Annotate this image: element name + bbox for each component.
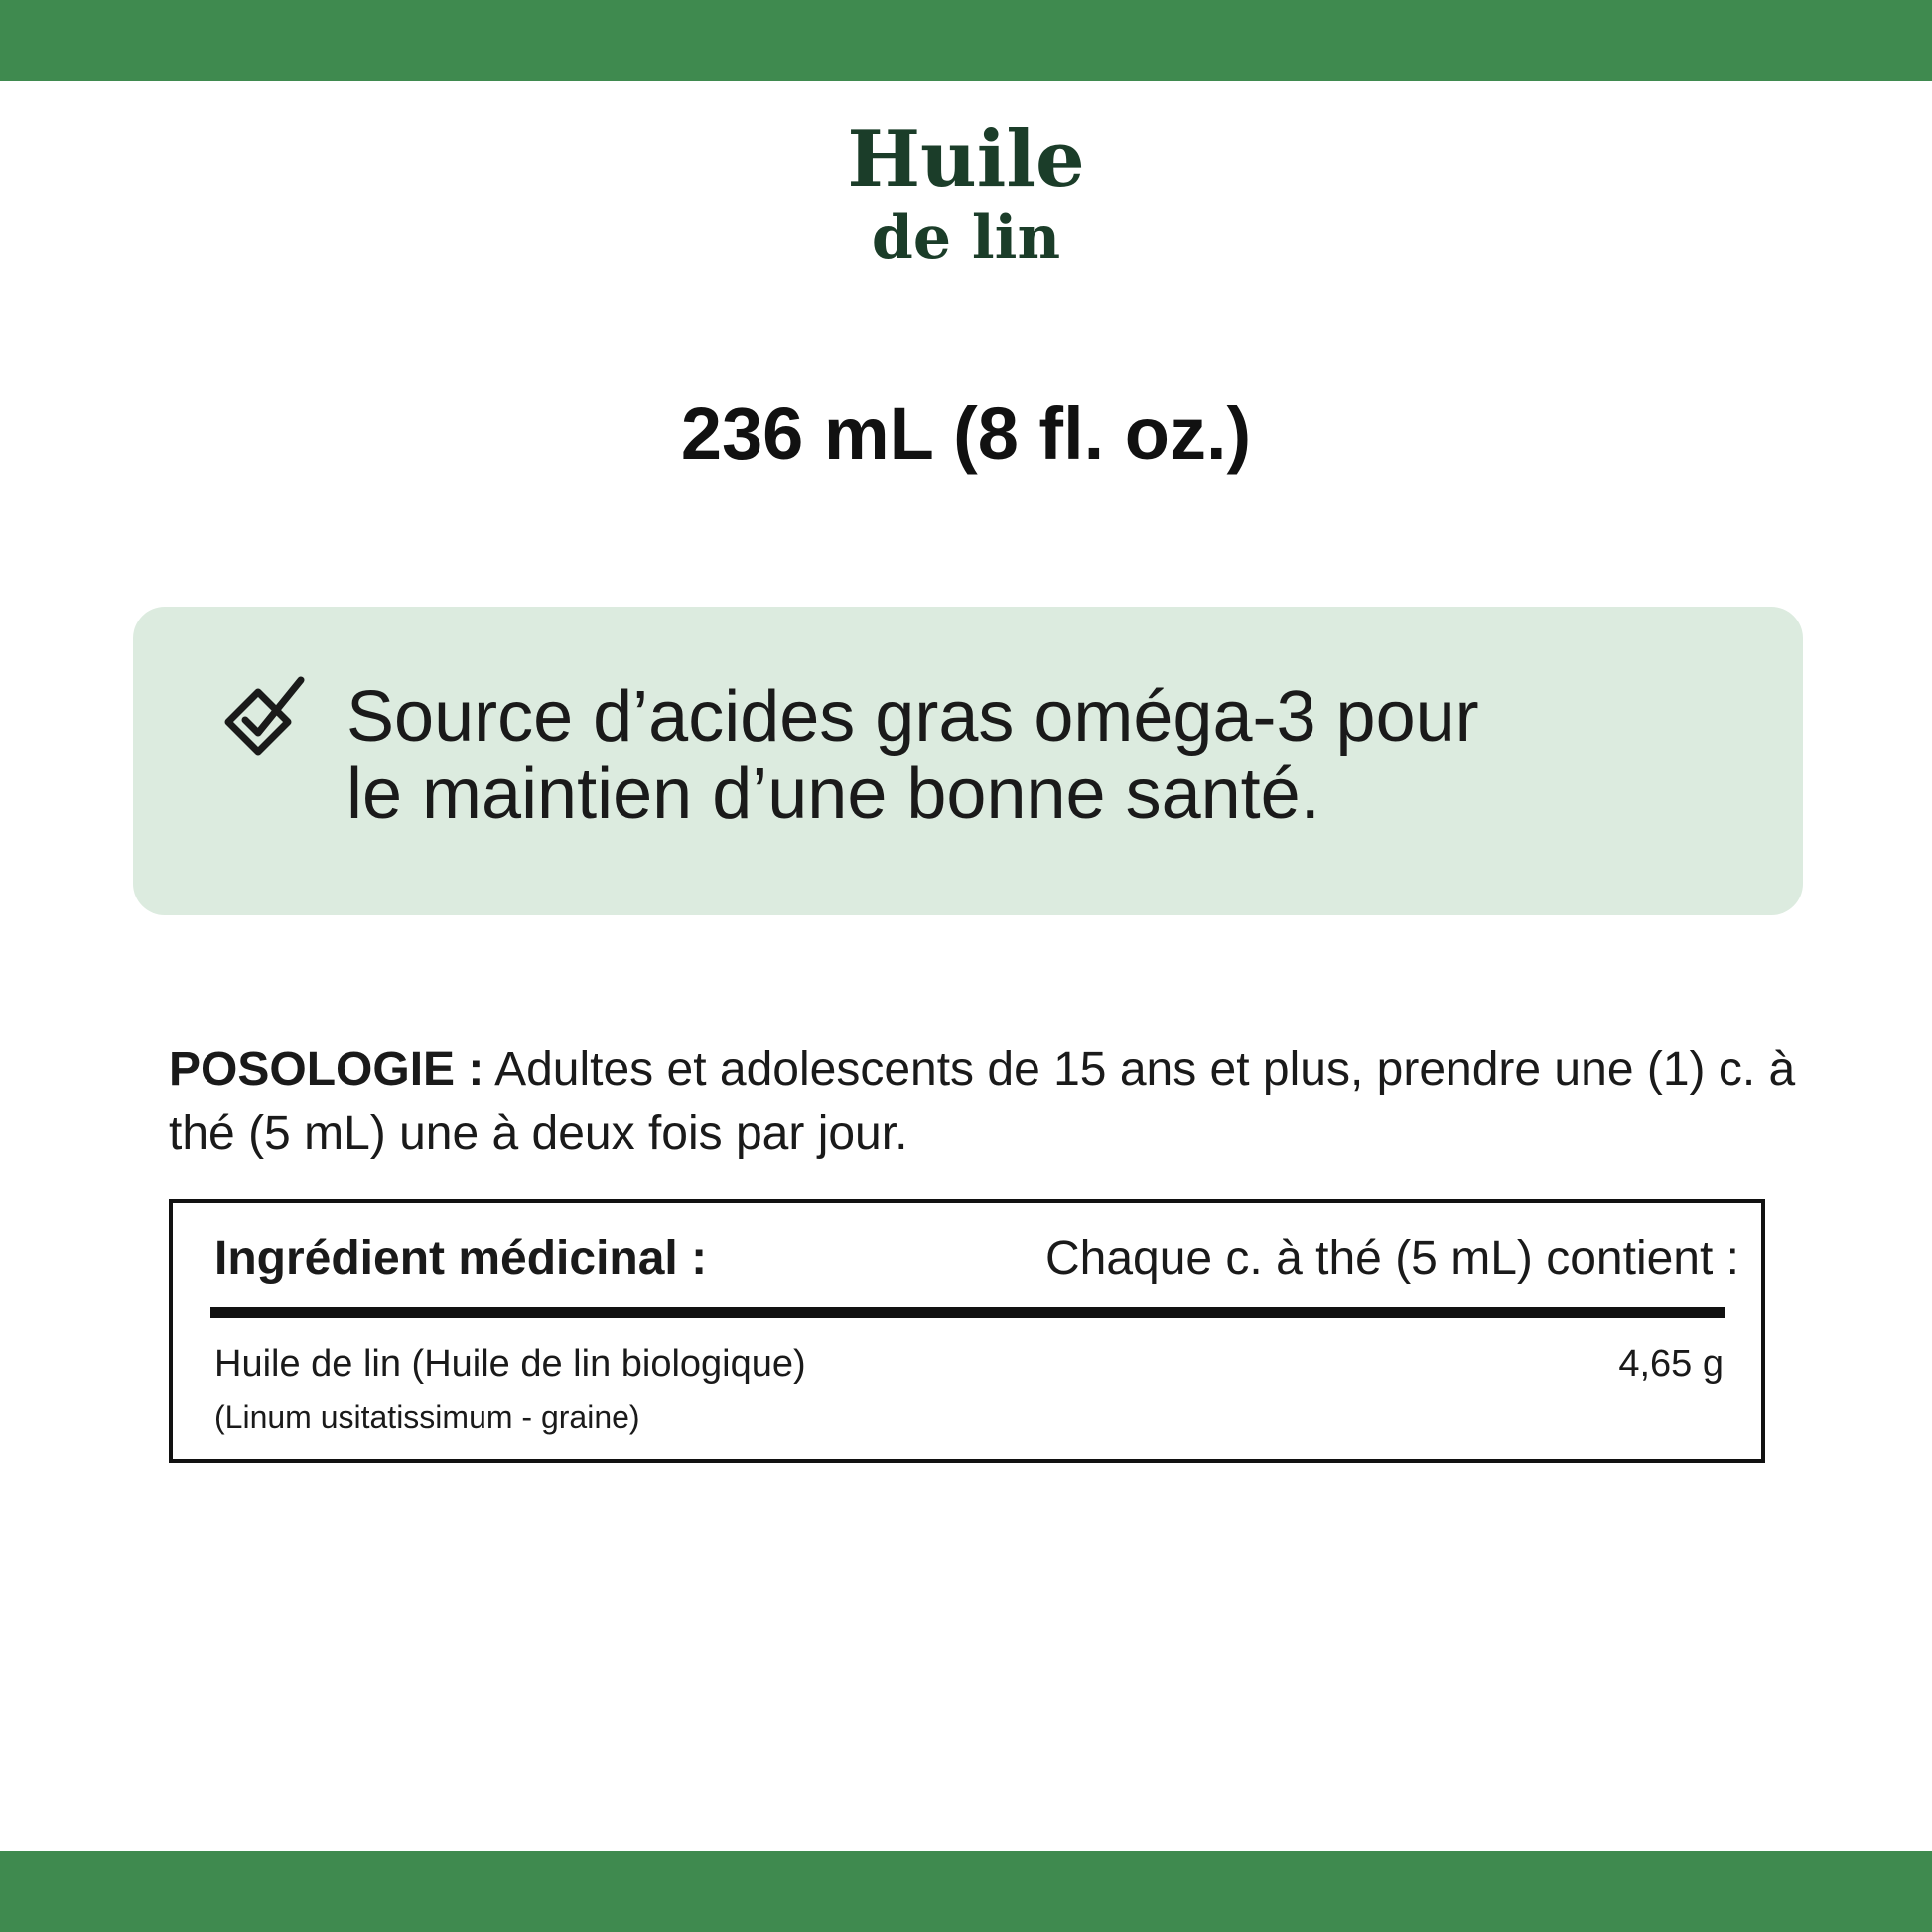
header-divider bbox=[210, 1307, 1725, 1318]
dosage-paragraph bbox=[169, 1038, 1797, 1166]
product-volume: 236 mL (8 fl. oz.) bbox=[680, 392, 1252, 475]
top-green-band bbox=[0, 0, 1932, 81]
ingredient-header-right: Chaque c. à thé (5 mL) contient : bbox=[1044, 1232, 1739, 1285]
product-title-line2: de lin bbox=[871, 204, 1061, 273]
bottom-green-band bbox=[0, 1851, 1932, 1932]
product-title-line1: Huile bbox=[847, 114, 1085, 205]
ingredient-table bbox=[169, 1199, 1765, 1463]
claim-text bbox=[346, 678, 1756, 833]
dosage-label: POSOLOGIE : bbox=[169, 1043, 484, 1096]
check-badge-icon bbox=[218, 676, 308, 765]
claim-line1: Source d’acides gras oméga-3 pour bbox=[346, 677, 1479, 757]
ingredient-header-left: Ingrédient médicinal : bbox=[214, 1232, 708, 1285]
ingredient-source: (Linum usitatissimum - graine) bbox=[214, 1399, 640, 1435]
ingredient-name: Huile de lin (Huile de lin biologique) bbox=[214, 1343, 806, 1385]
dosage-text: Adultes et adolescents de 15 ans et plus, prendre une (1) c. à thé (5 mL) une à deux fois par jour. bbox=[169, 1043, 1796, 1160]
claim-box bbox=[133, 607, 1803, 915]
claim-line2: le maintien d’une bonne santé. bbox=[346, 755, 1320, 834]
ingredient-amount: 4,65 g bbox=[1618, 1343, 1724, 1385]
